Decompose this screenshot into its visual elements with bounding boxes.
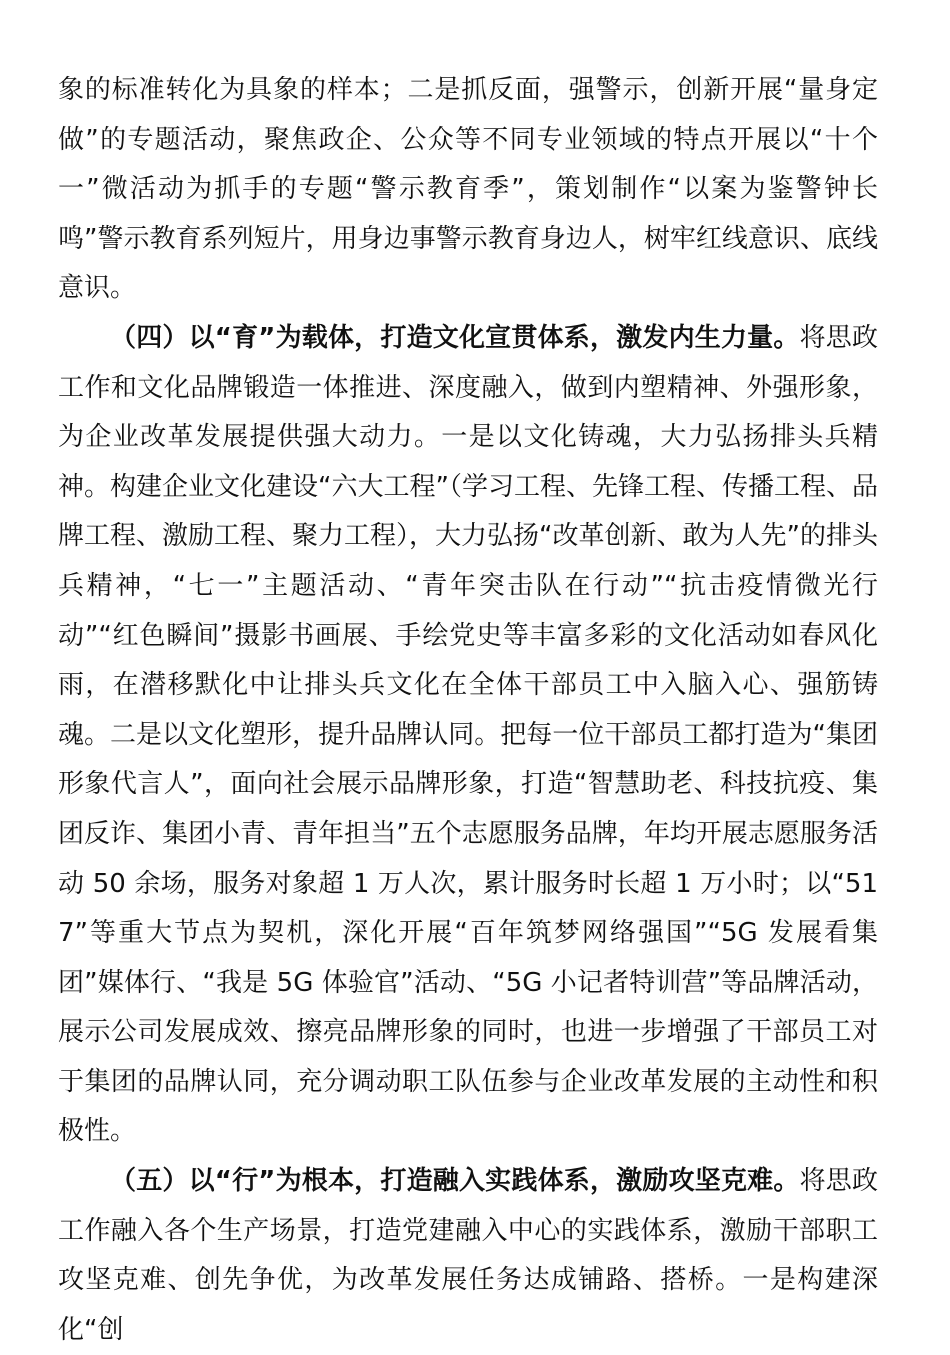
- paragraph-text: 象的标准转化为具象的样本；二是抓反面，强警示，创新开展“量身定做”的专题活动，聚焦政企、公众等不同专业领域的特点开展以“十个一”微活动为抓手的专题“警示教育季”，策划制作“以案为鉴警钟长鸣”警示教育系列短片，用身边事警示教育身边人，树牢红线意识、底线意识。: [58, 75, 878, 304]
- paragraph-text: 将思政工作融入各个生产场景，打造党建融入中心的实践体系，激励干部职工攻坚克难、创先争优，为改革发展任务达成铺路、搭桥。一是构建深化“创: [58, 1166, 878, 1345]
- document-page: [58, 66, 878, 1355]
- paragraph-section-4: [58, 314, 878, 1157]
- paragraph-continuation: [58, 66, 878, 314]
- section-heading-4: （四）以“育”为载体，打造文化宣贯体系，激发内生力量。: [110, 322, 800, 353]
- section-heading-5: （五）以“行”为根本，打造融入实践体系，激励攻坚克难。: [110, 1166, 800, 1197]
- paragraph-section-5: [58, 1157, 878, 1355]
- paragraph-text: 将思政工作和文化品牌锻造一体推进、深度融入，做到内塑精神、外强形象，为企业改革发展提供强大动力。一是以文化铸魂，大力弘扬排头兵精神。构建企业文化建设“六大工程”（学习工程、先锋工程、传播工程、品牌工程、激励工程、聚力工程），大力弘扬“改革创新、敢为人先”的排头兵精神，“七一”主题活动、“青年突击队在行动”“抗击疫情微光行动”“红色瞬间”摄影书画展、手绘党史等丰富多彩的文化活动如春风化雨，在潜移默化中让排头兵文化在全体干部员工中入脑入心、强筋铸魂。二是以文化塑形，提升品牌认同。把每一位干部员工都打造为“集团形象代言人”，面向社会展示品牌形象，打造“智慧助老、科技抗疫、集团反诈、集团小青、青年担当”五个志愿服务品牌，年均开展志愿服务活动 50 余场，服务对象超 1 万人次，累计服务时长超 1 万小时；以“517”等重大节点为契机，深化开展“百年筑梦网络强国”“5G 发展看集团”媒体行、“我是 5G 体验官”活动、“5G 小记者特训营”等品牌活动，展示公司发展成效、擦亮品牌形象的同时，也进一步增强了干部员工对于集团的品牌认同，充分调动职工队伍参与企业改革发展的主动性和积极性。: [58, 322, 878, 1147]
